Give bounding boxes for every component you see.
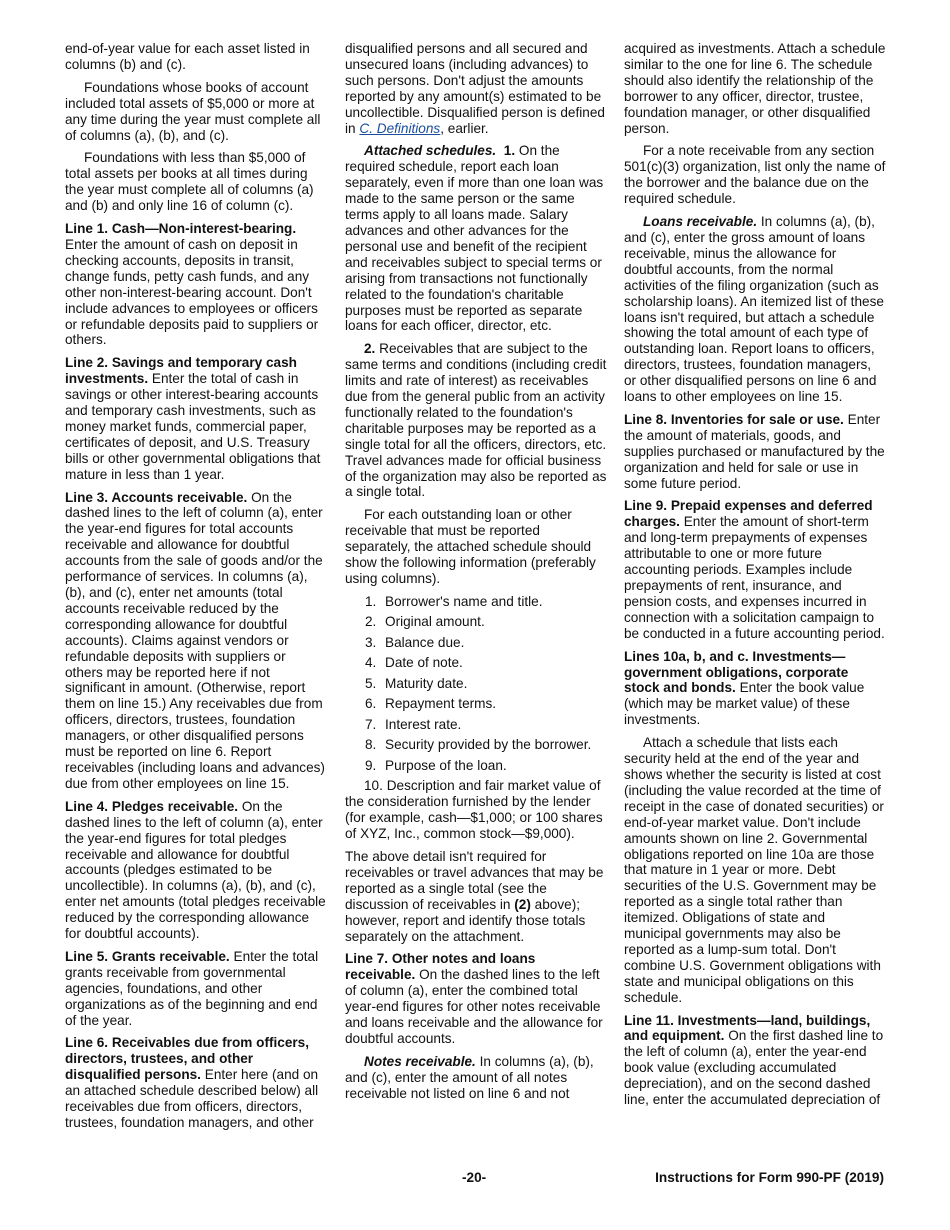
section-heading: Line 1. Cash—Non-interest-bearing. (65, 221, 297, 237)
section-heading: Line 2. Savings and temporary cash investments. (65, 355, 297, 387)
section-body: Enter the total of cash in savings or other interest-bearing accounts and temporary cash investments, such as money market funds, commercial paper, certificates of deposit, and U.S. Treasury bills or other governmental obligations that mature in less than 1 year. (65, 371, 321, 482)
list-item-10 (345, 778, 607, 842)
section-heading: Notes receivable. (364, 1053, 476, 1069)
notes-receivable-section (345, 1054, 607, 1102)
bold-ref: (2) (514, 896, 531, 912)
line-5-section (65, 949, 327, 1029)
item-number: 1. (503, 143, 516, 159)
line-2-section (65, 355, 327, 482)
line-10-section (624, 649, 886, 729)
paragraph-text: above); however, report and identify those totals separately on the attachment. (345, 896, 586, 944)
paragraph-text: disqualified persons and all secured and unsecured loans (including advances) to such persons. Don't adjust the amounts reported by any amount(s) estimated to be uncollectible. Disqualified person is defined in (345, 41, 605, 136)
loans-receivable-section (624, 214, 886, 405)
definitions-link[interactable]: C. Definitions (359, 120, 441, 136)
paragraph: Attach a schedule that lists each security held at the end of the year and shows whether the security is listed at cost (including the value recorded at the time of receipt in the case of donated securities) or end-of-year market value. Don't include amounts shown on line 2. Governmental obligations reported on line 10a are those that mature in 1 year or more. Debt securities of the U.S. Government may be reported as a single total rather than itemized. Obligations of state and municipal governments may also be reported as a lump-sum total. Don't combine U.S. Government obligations with state and municipal obligations on this schedule. (624, 735, 884, 1005)
item-text: Purpose of the loan. (385, 757, 507, 773)
line-4-section (65, 799, 327, 942)
column-left (65, 41, 327, 1138)
item-text: Original amount. (385, 614, 485, 630)
item-number: 2. (365, 614, 377, 630)
item-text: Description and fair market value of the consideration furnished by the lender (for example, cash—$1,000; or 100 shares of XYZ, Inc., common stock—$9,000). (345, 778, 603, 842)
section-heading: Loans receivable. (643, 214, 758, 230)
section-heading: Line 8. Inventories for sale or use. (624, 411, 844, 427)
section-body: In columns (a), (b), and (c), enter the amount of all notes receivable not listed on line 6 and not (345, 1053, 594, 1101)
item-text: Date of note. (385, 655, 463, 671)
item-number: 6. (365, 696, 377, 712)
item-number: 4. (365, 655, 377, 671)
section-body: Enter the amount of cash on deposit in checking accounts, deposits in transit, change funds, petty cash funds, and any other non-interest-bearing account. Don't include advances to employees or officers or refundable deposits paid to suppliers or others. (65, 236, 319, 348)
paragraph (345, 341, 607, 500)
section-heading: Line 6. Receivables due from officers, directors, trustees, and other disqualified persons. (65, 1035, 310, 1083)
paragraph (345, 41, 607, 136)
paragraph: Foundations whose books of account included total assets of $5,000 or more at any time during the year must complete all of columns (a), (b), and (c). (65, 79, 321, 143)
section-body: Enter the book value (which may be market value) of these investments. (624, 680, 865, 728)
section-body: In columns (a), (b), and (c), enter the gross amount of loans receivable, minus the allowance for doubtful accounts, from the normal activities of the filing organization (such as scholarship loans). An itemized list of these loans isn't required, but attach a schedule showing the total amount of each type of outstanding loan. Report loans to officers, directors, trustees, foundation managers, or other disqualified persons on line 6 and loans to other employees on line 15. (624, 214, 884, 405)
column-middle (345, 41, 607, 1109)
list-item (345, 737, 607, 753)
item-text: Borrower's name and title. (385, 593, 543, 609)
section-body: On the first dashed line to the left of column (a), enter the year-end book value (excluding accumulated depreciation), and on the second dashed line, enter the accumulated depreciation of (624, 1028, 884, 1108)
section-body: On the dashed lines to the left of column (a), enter the combined total year-end figures for other notes receivable and loans receivable and the allowance for doubtful accounts. (345, 967, 603, 1046)
item-number: 7. (365, 716, 377, 732)
list-item (345, 717, 607, 733)
item-number: 8. (365, 737, 377, 753)
section-heading: Line 3. Accounts receivable. (65, 489, 248, 505)
page-number: -20- (462, 1170, 487, 1185)
section-heading: Line 9. Prepaid expenses and deferred charges. (624, 498, 873, 530)
paragraph-text: Receivables that are subject to the same terms and conditions (including credit limits and rate of interest) as receivables due from the general public from an activity functionally related to the foundation's charitable purposes may be reported as a single total for all the officers, directors, etc. Travel advances made for official business of the organization may also be reported as a single total. (345, 341, 607, 500)
section-heading: Line 7. Other notes and loans receivable. (345, 951, 536, 983)
item-number: 2. (364, 341, 376, 357)
section-heading: Attached schedules. (364, 143, 497, 159)
line-8-section (624, 412, 886, 492)
list-item (345, 676, 607, 692)
line-6-section (65, 1035, 327, 1130)
paragraph: For a note receivable from any section 501(c)(3) organization, list only the name of the borrower and the balance due on the required schedule. (624, 143, 886, 207)
item-text: Maturity date. (385, 675, 468, 691)
paragraph: Foundations with less than $5,000 of total assets per books at all times during the year must complete all of columns (a) and (b) and only line 16 of column (c). (65, 150, 314, 214)
list-item (345, 696, 607, 712)
paragraph-tail: , earlier. (440, 120, 489, 136)
item-number: 9. (365, 757, 377, 773)
paragraph: acquired as investments. Attach a schedule similar to the one for line 6. The schedule should also identify the relationship of the borrower to any officer, director, trustee, foundation manager, or other disqualified person. (624, 41, 886, 136)
paragraph-text: The above detail isn't required for receivables or travel advances that may be reported as a single total (see the discussion of receivables in (345, 849, 604, 912)
section-body: Enter the amount of short-term and long-term prepayments of expenses attributable to one or more future accounting periods. Examples include prepayments of rent, insurance, and pension costs, and expenses incurred in connection with a solicitation campaign to be conducted in a future accounting period. (624, 514, 885, 641)
section-body: On the required schedule, report each loan separately, even if more than one loan was made to the same person or the same terms apply to all loans made. Salary advances and other advances for the personal use and benefit of the recipient and receivables subject to special terms or arising from transactions not functionally related to the foundation's charitable purposes must be reported as separate loans for each officer, director, etc. (345, 143, 604, 334)
list-item (345, 655, 607, 671)
line-7-section (345, 951, 607, 1046)
section-body: On the dashed lines to the left of column (a), enter the year-end figures for total pledges receivable and allowance for doubtful accounts (pledges estimated to be uncollectible). In columns (a), (b), and (c), enter net amounts (total pledges receivable reduced by the corresponding allowance for doubtful accounts). (65, 798, 326, 942)
line-3-section (65, 490, 327, 792)
item-text: Security provided by the borrower. (385, 737, 592, 753)
section-heading: Line 11. Investments—land, buildings, and equipment. (624, 1012, 871, 1044)
footer-title: Instructions for Form 990-PF (2019) (655, 1170, 884, 1185)
item-number: 3. (365, 634, 377, 650)
loan-info-list (345, 594, 607, 774)
item-number: 10. (364, 778, 383, 794)
item-number: 1. (365, 593, 377, 609)
list-item (345, 594, 607, 610)
column-right (624, 41, 886, 1115)
item-text: Interest rate. (385, 716, 462, 732)
attached-schedules-section (345, 143, 607, 334)
line-1-section (65, 221, 327, 348)
section-body: Enter the total grants receivable from governmental agencies, foundations, and other organizations as of the beginning and end of the year. (65, 948, 319, 1028)
section-body: Enter here (and on an attached schedule described below) all receivables due from officers, directors, trustees, foundation managers, and other (65, 1067, 319, 1130)
paragraph: For each outstanding loan or other receivable that must be reported separately, the attached schedule should show the following information (preferably using columns). (345, 507, 596, 586)
section-heading: Lines 10a, b, and c. Investments—government obligations, corporate stock and bonds. (624, 648, 849, 696)
section-heading: Line 5. Grants receivable. (65, 948, 230, 964)
line-11-section (624, 1013, 886, 1108)
item-number: 5. (365, 675, 377, 691)
section-body: On the dashed lines to the left of column (a), enter the year-end figures for total accounts receivable and allowance for doubtful accounts from the sale of goods and/or the performance of services. In columns (a), (b), and (c), enter net amounts (total accounts receivable reduced by the corresponding allowance for doubtful accounts). Claims against vendors or refundable deposits with suppliers or others may be reported here if not significant in amount. (Otherwise, report them on line 15.) Any receivables due from officers, directors, trustees, foundation managers, or other disqualified persons must be reported on line 6. Report receivables (including loans and advances) due from other employees on line 15. (65, 489, 325, 791)
line-9-section (624, 498, 886, 641)
section-heading: Line 4. Pledges receivable. (65, 798, 239, 814)
item-text: Balance due. (385, 634, 465, 650)
section-body: Enter the amount of materials, goods, and supplies purchased or manufactured by the organization and held for sale or use in some future period. (624, 411, 885, 491)
paragraph (345, 849, 607, 944)
list-item (345, 635, 607, 651)
paragraph: end-of-year value for each asset listed in columns (b) and (c). (65, 41, 310, 72)
list-item (345, 758, 607, 774)
item-text: Repayment terms. (385, 696, 497, 712)
list-item (345, 614, 607, 630)
